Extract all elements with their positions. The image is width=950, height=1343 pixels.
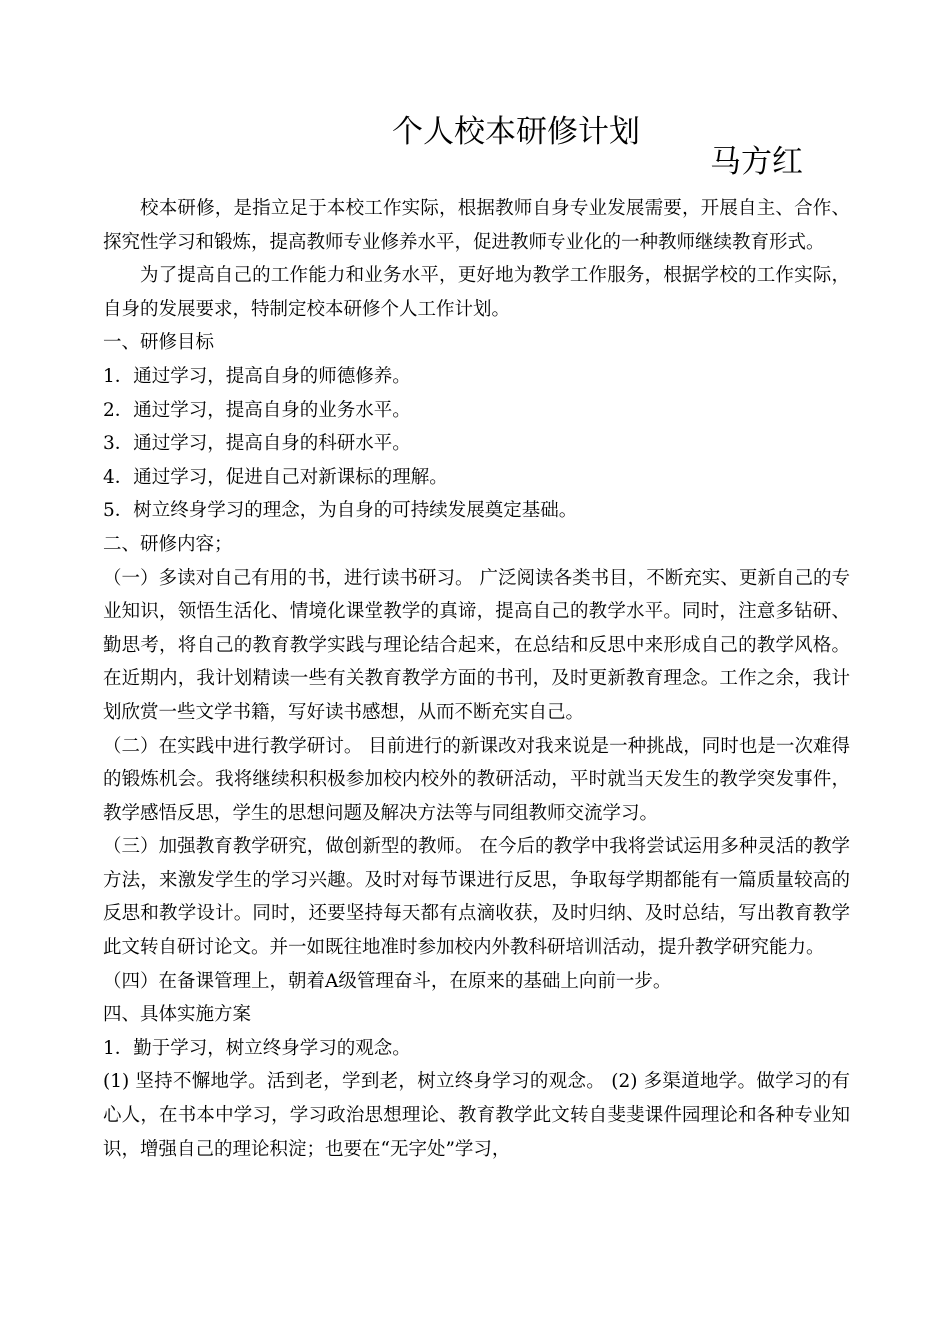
document-author: 马方红 [710,144,803,180]
content-item-1: （一）多读对自己有用的书，进行读书研习。 广泛阅读各类书目，不断充实、更新自己的专业知识，领悟生活化、情境化课堂教学的真谛，提高自己的教学水平。同时，注意多钻研、勤思考，将自己的教育教学实践与理论结合起来，在总结和反思中来形成自己的教学风格。在近期内，我计划精读一些有关教育教学方面的书刊，及时更新教育理念。工作之余，我计划欣赏一些文学书籍，写好读书感想，从而不断充实自己。 [103,567,850,723]
content-item-2: （二）在实践中进行教学研讨。 目前进行的新课改对我来说是一种挑战，同时也是一次难得的锻炼机会。我将继续积积极参加校内校外的教研活动，平时就当天发生的教学突发事件，教学感悟反思，学生的思想问题及解决方法等与同组教师交流学习。 [103,735,850,824]
implementation-detail-paragraph: (1) 坚持不懈地学。活到老，学到老，树立终身学习的观念。 (2) 多渠道地学。做学习的有心人，在书本中学习，学习政治思想理论、教育教学此文转自斐斐课件园理论和各种专业知识，增强自己的理论积淀；也要在“无字处”学习， [103,1071,850,1160]
purpose-paragraph: 为了提高自己的工作能力和业务水平，更好地为教学工作服务，根据学校的工作实际，自身的发展要求，特制定校本研修个人工作计划。 [103,265,850,320]
document-body [103,192,850,1166]
goal-item-5: 5．树立终身学习的理念，为自身的可持续发展奠定基础。 [103,500,578,522]
goal-item-2: 2．通过学习，提高自身的业务水平。 [103,399,411,421]
intro-paragraph: 校本研修，是指立足于本校工作实际，根据教师自身专业发展需要，开展自主、合作、探究性学习和锻炼，提高教师专业修养水平，促进教师专业化的一种教师继续教育形式。 [103,198,850,253]
goal-item-3: 3．通过学习，提高自身的科研水平。 [103,433,411,455]
content-item-4: （四）在备课管理上，朝着A级管理奋斗，在原来的基础上向前一步。 [103,970,672,992]
content-item-3: （三）加强教育教学研究，做创新型的教师。 在今后的教学中我将尝试运用多种灵活的教学方法，来激发学生的学习兴趣。及时对每节课进行反思，争取每学期都能有一篇质量较高的反思和教学设计。同时，还要坚持每天都有点滴收获，及时归纳、及时总结，写出教育教学此文转自研讨论文。并一如既往地准时参加校内外教科研培训活动，提升教学研究能力。 [103,836,850,959]
document-title: 个人校本研修计划 [392,114,640,150]
implementation-item-1: 1．勤于学习，树立终身学习的观念。 [103,1037,411,1059]
section-heading-implementation: 四、具体实施方案 [103,1004,252,1026]
section-heading-goals: 一、研修目标 [103,332,215,354]
section-heading-content: 二、研修内容； [103,533,233,555]
goal-item-1: 1．通过学习，提高自身的师德修养。 [103,365,411,387]
goal-item-4: 4．通过学习，促进自己对新课标的理解。 [103,466,448,488]
